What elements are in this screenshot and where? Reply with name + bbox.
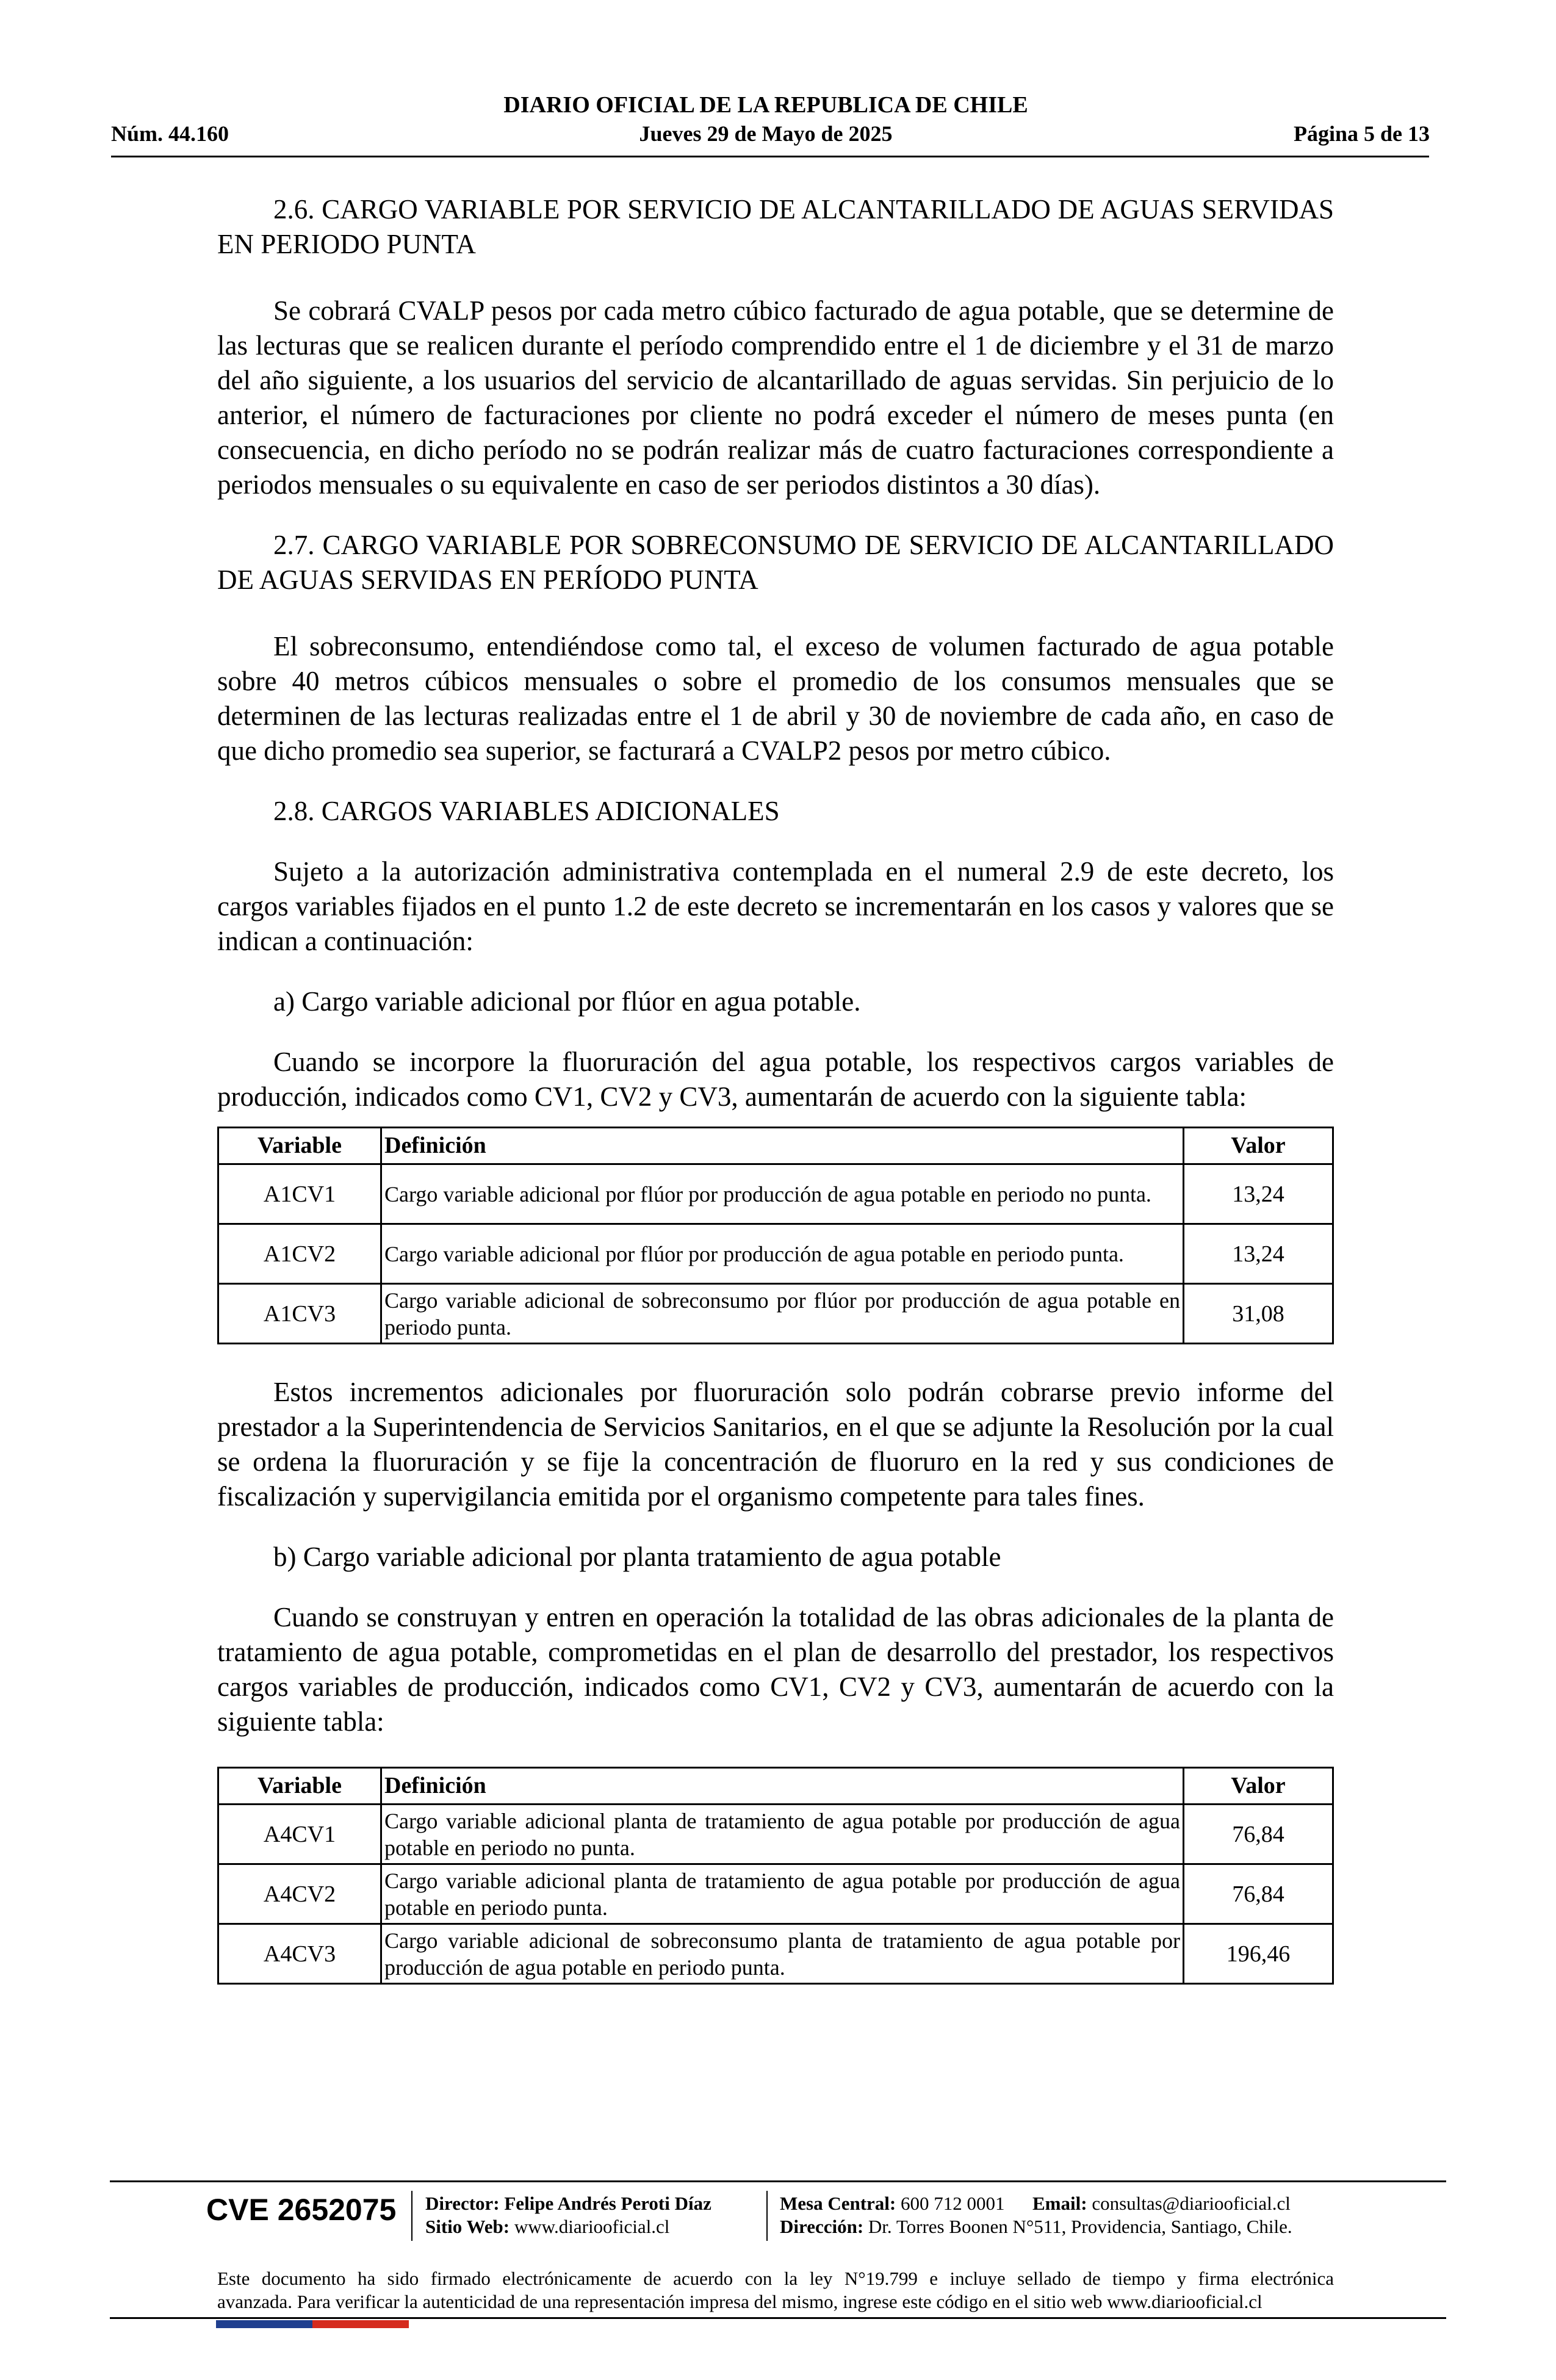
footer-divider-top [110, 2180, 1446, 2182]
subsection-a-after: Estos incrementos adicionales por fluoruración solo podrán cobrarse previo informe del prestador a la Superintendencia de Servicios Sanitarios, en el que se adjunte la Resolución por la cual se ordena la fluoruración y se fije la concentración de fluoruro en la red y sus condiciones de fiscalización y supervigilancia emitida por el organismo competente para tales fines. [217, 1377, 1334, 1512]
website-label: Sitio Web: [425, 2216, 510, 2237]
cell-definicion: Cargo variable adicional de sobreconsumo por flúor por producción de agua potable en periodo punta. [381, 1284, 1184, 1344]
director-name: Felipe Andrés Peroti Díaz [504, 2193, 711, 2214]
subsection-b-intro: Cuando se construyan y entren en operación la totalidad de las obras adicionales de la planta de tratamiento de agua potable, comprometidas en el plan de desarrollo del prestador, los respectivos cargos variables de producción, indicados como CV1, CV2 y CV3, aumentarán de acuerdo con la siguiente tabla: [217, 1602, 1334, 1737]
table-row [218, 1805, 1333, 1864]
section-2-6-title: 2.6. CARGO VARIABLE POR SERVICIO DE ALCANTARILLADO DE AGUAS SERVIDAS EN PERIODO PUNTA [217, 194, 1334, 259]
subsection-b-title: b) Cargo variable adicional por planta tratamiento de agua potable [273, 1542, 1001, 1572]
issue-number: Núm. 44.160 [111, 121, 229, 146]
column-header-valor: Valor [1184, 1768, 1333, 1805]
table-row [218, 1284, 1333, 1344]
section-2-8-intro: Sujeto a la autorización administrativa contemplada en el numeral 2.9 de este decreto, los cargos variables fijados en el punto 1.2 de este decreto se incrementarán en los casos y valores que se indican a continuación: [217, 856, 1334, 956]
table-row [218, 1864, 1333, 1924]
table-row [218, 1924, 1333, 1984]
column-header-variable: Variable [218, 1768, 381, 1805]
planta-charges-table [217, 1767, 1334, 1985]
cell-valor: 196,46 [1184, 1924, 1333, 1984]
cell-valor: 13,24 [1184, 1224, 1333, 1284]
column-header-valor: Valor [1184, 1128, 1333, 1164]
cell-valor: 76,84 [1184, 1864, 1333, 1924]
legal-notice-line2: avanzada. Para verificar la autenticidad de una representación impresa del mismo, ingrese este código en el sitio web www.diariooficial.cl [217, 2291, 1262, 2312]
flag-stripe-blue [216, 2320, 312, 2328]
address-line [780, 2215, 1292, 2238]
cell-valor: 31,08 [1184, 1284, 1333, 1344]
cell-variable: A4CV3 [218, 1924, 381, 1984]
cell-definicion: Cargo variable adicional por flúor por producción de agua potable en periodo no punta. [381, 1164, 1184, 1224]
legal-notice-line1: Este documento ha sido firmado electrónicamente de acuerdo con la ley N°19.799 e incluye sellado de tiempo y firma electrónica [217, 2268, 1334, 2289]
website-line [425, 2215, 669, 2238]
header-divider [111, 156, 1429, 157]
cell-variable: A1CV3 [218, 1284, 381, 1344]
director-label: Director: [425, 2193, 500, 2214]
column-header-definicion: Definición [381, 1128, 1184, 1164]
cell-variable: A4CV1 [218, 1805, 381, 1864]
section-2-8-title: 2.8. CARGOS VARIABLES ADICIONALES [273, 796, 780, 826]
cell-valor: 76,84 [1184, 1805, 1333, 1864]
fluor-charges-table [217, 1127, 1334, 1344]
mesa-email-line [780, 2192, 1291, 2215]
document-body [217, 192, 1334, 1985]
table-header-row [218, 1128, 1333, 1164]
cell-variable: A1CV2 [218, 1224, 381, 1284]
subsection-a-title: a) Cargo variable adicional por flúor en agua potable. [273, 986, 861, 1017]
cell-definicion: Cargo variable adicional de sobreconsumo planta de tratamiento de agua potable por producción de agua potable en periodo punta. [381, 1924, 1184, 1984]
address-value: Dr. Torres Boonen N°511, Providencia, Santiago, Chile. [868, 2216, 1292, 2237]
mesa-value: 600 712 0001 [901, 2193, 1005, 2214]
section-2-6-body: Se cobrará CVALP pesos por cada metro cúbico facturado de agua potable, que se determine de las lecturas que se realicen durante el período comprendido entre el 1 de diciembre y el 31 de marzo del año siguiente, a los usuarios del servicio de alcantarillado de aguas servidas. Sin perjuicio de lo anterior, el número de facturaciones por cliente no podrá exceder el número de meses punta (en consecuencia, en dicho período no se podrán realizar más de cuatro facturaciones correspondiente a periodos mensuales o su equivalente en caso de ser periodos distintos a 30 días). [217, 295, 1334, 500]
table-row [218, 1164, 1333, 1224]
table-row [218, 1224, 1333, 1284]
footer-separator [766, 2191, 768, 2241]
email-label: Email: [1032, 2193, 1087, 2214]
email-link[interactable]: consultas@diariooficial.cl [1092, 2193, 1291, 2214]
cell-variable: A1CV1 [218, 1164, 381, 1224]
cell-definicion: Cargo variable adicional planta de tratamiento de agua potable por producción de agua potable en periodo no punta. [381, 1805, 1184, 1864]
cell-definicion: Cargo variable adicional por flúor por producción de agua potable en periodo punta. [381, 1224, 1184, 1284]
table-header-row [218, 1768, 1333, 1805]
page-number: Página 5 de 13 [1293, 121, 1430, 146]
column-header-variable: Variable [218, 1128, 381, 1164]
column-header-definicion: Definición [381, 1768, 1184, 1805]
issue-date: Jueves 29 de Mayo de 2025 [639, 121, 893, 146]
cve-code: CVE 2652075 [206, 2193, 397, 2227]
footer-separator [411, 2191, 412, 2241]
footer-divider-bottom [110, 2317, 1446, 2319]
address-label: Dirección: [780, 2216, 864, 2237]
website-link[interactable]: www.diariooficial.cl [514, 2216, 670, 2237]
flag-stripe-red [312, 2320, 409, 2328]
cell-variable: A4CV2 [218, 1864, 381, 1924]
mesa-label: Mesa Central: [780, 2193, 896, 2214]
section-2-7-body: El sobreconsumo, entendiéndose como tal, el exceso de volumen facturado de agua potable sobre 40 metros cúbicos mensuales o sobre el promedio de los consumos mensuales que se determinen de las lecturas realizadas entre el 1 de abril y 30 de noviembre de cada año, en caso de que dicho promedio sea superior, se facturará a CVALP2 pesos por metro cúbico. [217, 631, 1334, 766]
newspaper-title: DIARIO OFICIAL DE LA REPUBLICA DE CHILE [503, 92, 1028, 118]
subsection-a-intro: Cuando se incorpore la fluoruración del agua potable, los respectivos cargos variables de producción, indicados como CV1, CV2 y CV3, aumentarán de acuerdo con la siguiente tabla: [217, 1047, 1334, 1112]
cell-definicion: Cargo variable adicional planta de tratamiento de agua potable por producción de agua potable en periodo punta. [381, 1864, 1184, 1924]
cell-valor: 13,24 [1184, 1164, 1333, 1224]
section-2-7-title: 2.7. CARGO VARIABLE POR SOBRECONSUMO DE SERVICIO DE ALCANTARILLADO DE AGUAS SERVIDAS EN PERÍODO PUNTA [217, 530, 1334, 595]
director-line [425, 2192, 711, 2215]
